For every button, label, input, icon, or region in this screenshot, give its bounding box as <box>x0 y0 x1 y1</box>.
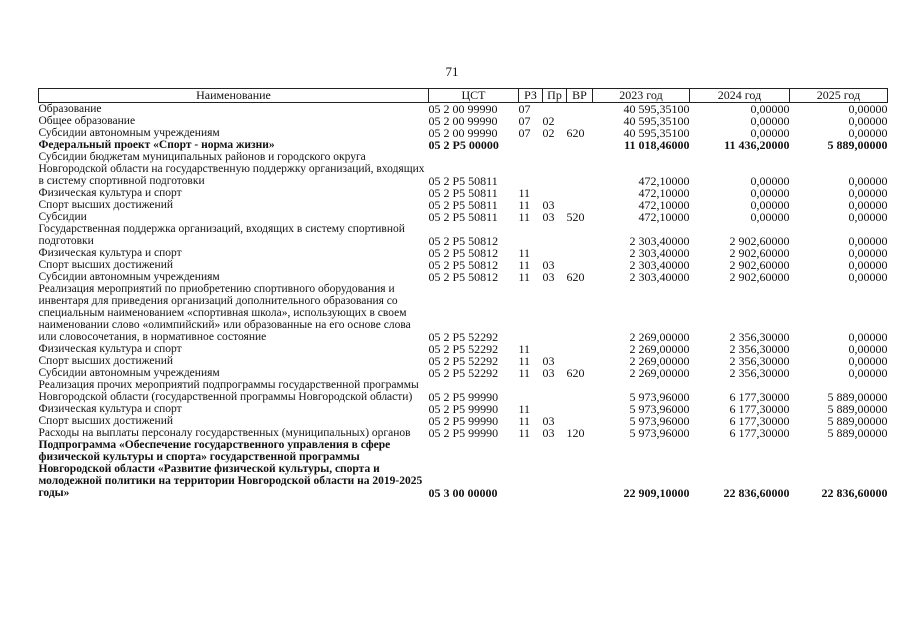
header-cst: ЦСТ <box>429 89 519 103</box>
row-2025: 0,00000 <box>848 342 888 356</box>
row-rz <box>519 223 543 247</box>
row-2024: 2 356,30000 <box>729 366 790 380</box>
row-rz: 11 <box>518 246 531 260</box>
row-name: Спорт высших достижений <box>38 199 174 211</box>
row-2023: 2 303,40000 <box>629 270 690 284</box>
row-rz: 07 <box>518 102 531 116</box>
row-2025: 0,00000 <box>848 330 888 344</box>
table-row <box>39 283 888 343</box>
table-body <box>39 103 888 500</box>
row-name: Расходы на выплаты персоналу государственных (муниципальных) органов <box>38 427 411 439</box>
row-2025: 5 889,00000 <box>827 390 888 404</box>
row-vr: 620 <box>566 366 585 380</box>
row-rz: 11 <box>518 354 531 368</box>
row-vr <box>567 403 593 415</box>
row-2023: 5 973,96000 <box>629 414 690 428</box>
row-2023: 22 909,10000 <box>623 486 690 500</box>
row-2024: 2 902,60000 <box>729 234 790 248</box>
row-rz: 07 <box>518 126 531 140</box>
row-2023: 11 018,46000 <box>624 138 690 152</box>
row-rz <box>519 139 543 151</box>
row-rz: 11 <box>518 402 531 416</box>
row-2023: 2 269,00000 <box>629 354 690 368</box>
table-row <box>39 367 888 379</box>
row-pr: 03 <box>542 198 555 212</box>
row-name: Субсидии автономным учреждениям <box>38 367 220 379</box>
row-vr <box>567 103 593 116</box>
row-name: Спорт высших достижений <box>38 355 174 367</box>
row-name: Федеральный проект «Спорт - норма жизни» <box>38 139 275 151</box>
row-name: Спорт высших достижений <box>38 259 174 271</box>
row-pr: 03 <box>542 210 555 224</box>
row-cst: 05 2 P5 50812 <box>428 246 499 260</box>
header-name: Наименование <box>39 89 429 103</box>
row-2024: 2 356,30000 <box>729 330 790 344</box>
row-name: Субсидии автономным учреждениям <box>38 271 220 283</box>
row-pr: 03 <box>542 426 555 440</box>
table-row <box>39 151 888 187</box>
row-2023: 472,10000 <box>638 198 690 212</box>
header-2024: 2024 год <box>690 89 790 103</box>
row-2024: 0,00000 <box>750 174 790 188</box>
row-name: Субсидии <box>38 211 87 223</box>
row-cst: 05 2 P5 50811 <box>428 186 498 200</box>
row-2024: 22 836,60000 <box>723 486 790 500</box>
row-pr <box>543 139 567 151</box>
row-rz: 11 <box>518 426 531 440</box>
row-2025: 5 889,00000 <box>827 138 888 152</box>
row-cst: 05 2 P5 50811 <box>428 174 498 188</box>
row-vr <box>567 151 593 187</box>
row-cst: 05 2 00 99990 <box>428 114 498 128</box>
row-pr: 03 <box>542 366 555 380</box>
table-row <box>39 223 888 247</box>
row-cst: 05 2 P5 50812 <box>428 234 499 248</box>
row-cst: 05 2 P5 52292 <box>428 330 499 344</box>
row-2023: 2 269,00000 <box>629 330 690 344</box>
row-name: Реализация мероприятий по приобретению спортивного оборудования и инвентаря для приведения организаций дополнительного образования со специальным наименованием «спортивная школа», использующих в своем наименовании слово «олимпийский» или образованные на его основе слова или словосочетания, в нормативное состояние <box>38 283 411 343</box>
row-cst: 05 2 P5 99990 <box>428 402 499 416</box>
row-rz: 07 <box>518 114 531 128</box>
row-rz <box>519 379 543 403</box>
table-row <box>39 379 888 403</box>
row-name: Физическая культура и спорт <box>38 403 182 415</box>
row-2025: 0,00000 <box>848 246 888 260</box>
row-vr <box>567 343 593 355</box>
row-2024: 6 177,30000 <box>729 390 790 404</box>
row-pr: 03 <box>542 354 555 368</box>
row-pr <box>543 151 567 187</box>
row-cst: 05 2 P5 99990 <box>428 390 499 404</box>
row-rz: 11 <box>518 414 531 428</box>
row-cst: 05 2 00 99990 <box>428 126 498 140</box>
row-2023: 2 303,40000 <box>629 234 690 248</box>
row-name: Физическая культура и спорт <box>38 187 182 199</box>
row-cst: 05 2 P5 50811 <box>428 210 498 224</box>
row-2025: 0,00000 <box>848 258 888 272</box>
row-rz: 11 <box>518 258 531 272</box>
table-row <box>39 211 888 223</box>
row-2025: 0,00000 <box>848 234 888 248</box>
row-name: Субсидии бюджетам муниципальных районов и городского округа Новгородской области на государственную поддержку организаций, входящих в систему спортивной подготовки <box>38 151 425 187</box>
row-cst: 05 2 P5 52292 <box>428 366 499 380</box>
row-rz: 11 <box>518 270 531 284</box>
row-name: Государственная поддержка организаций, входящих в систему спортивной подготовки <box>38 223 405 247</box>
row-2025: 0,00000 <box>848 174 888 188</box>
row-vr <box>567 223 593 247</box>
row-vr: 620 <box>566 270 585 284</box>
row-pr: 03 <box>542 270 555 284</box>
row-2023: 40 595,35100 <box>623 102 690 116</box>
header-2023: 2023 год <box>593 89 690 103</box>
row-pr: 02 <box>542 126 555 140</box>
row-2025: 0,00000 <box>848 198 888 212</box>
header-pr: Пр <box>543 89 567 103</box>
row-2025: 0,00000 <box>848 186 888 200</box>
row-rz <box>519 283 543 343</box>
row-vr: 520 <box>566 210 585 224</box>
row-cst: 05 2 P5 99990 <box>428 426 499 440</box>
row-2025: 5 889,00000 <box>827 426 888 440</box>
row-pr: 03 <box>542 258 555 272</box>
row-name: Подпрограмма «Обеспечение государственного управления в сфере физической культуры и спорта» государственной программы Новгородской области «Развитие физической культуры, спорта и молодежной политики на территории Новгородской области на 2019-2025 годы» <box>38 439 423 499</box>
row-2025: 0,00000 <box>848 126 888 140</box>
row-2025: 0,00000 <box>848 270 888 284</box>
row-2025: 0,00000 <box>848 102 888 116</box>
row-2024: 0,00000 <box>750 114 790 128</box>
row-rz: 11 <box>518 186 531 200</box>
row-2023: 472,10000 <box>638 186 690 200</box>
row-name: Физическая культура и спорт <box>38 343 182 355</box>
row-vr <box>567 439 593 499</box>
row-2024: 0,00000 <box>750 198 790 212</box>
row-2024: 2 356,30000 <box>729 354 790 368</box>
row-2025: 5 889,00000 <box>827 402 888 416</box>
row-pr <box>543 223 567 247</box>
table-row <box>39 139 888 151</box>
row-2025: 0,00000 <box>848 114 888 128</box>
row-2024: 0,00000 <box>750 210 790 224</box>
table-header <box>39 89 888 103</box>
row-vr <box>567 283 593 343</box>
row-rz: 11 <box>518 366 531 380</box>
row-2023: 5 973,96000 <box>629 426 690 440</box>
row-2023: 40 595,35100 <box>623 126 690 140</box>
row-2024: 6 177,30000 <box>729 402 790 416</box>
row-vr: 620 <box>566 126 585 140</box>
row-2024: 0,00000 <box>750 126 790 140</box>
row-cst: 05 2 P5 50812 <box>428 258 499 272</box>
header-2025: 2025 год <box>790 89 888 103</box>
row-2024: 6 177,30000 <box>729 426 790 440</box>
row-rz <box>519 151 543 187</box>
row-2025: 22 836,60000 <box>821 486 888 500</box>
row-cst: 05 2 P5 50812 <box>428 270 499 284</box>
row-pr <box>543 379 567 403</box>
row-2023: 472,10000 <box>638 210 690 224</box>
row-vr <box>567 139 593 151</box>
row-vr <box>567 187 593 199</box>
row-vr <box>567 247 593 259</box>
row-name: Образование <box>38 103 102 115</box>
row-vr: 120 <box>566 426 585 440</box>
row-2025: 5 889,00000 <box>827 414 888 428</box>
row-2024: 2 902,60000 <box>729 258 790 272</box>
row-pr <box>543 283 567 343</box>
row-cst: 05 2 P5 99990 <box>428 414 499 428</box>
row-2024: 0,00000 <box>750 102 790 116</box>
row-2023: 2 303,40000 <box>629 246 690 260</box>
row-cst: 05 3 00 00000 <box>428 486 498 500</box>
row-2023: 2 303,40000 <box>629 258 690 272</box>
row-rz <box>519 439 543 499</box>
table-row <box>39 271 888 283</box>
row-rz: 11 <box>518 342 531 356</box>
row-cst: 05 2 P5 00000 <box>428 138 499 152</box>
row-2023: 2 269,00000 <box>629 342 690 356</box>
row-rz: 11 <box>518 198 531 212</box>
row-2023: 472,10000 <box>638 174 690 188</box>
row-rz: 11 <box>518 210 531 224</box>
row-2023: 5 973,96000 <box>629 390 690 404</box>
row-2023: 2 269,00000 <box>629 366 690 380</box>
row-2025: 0,00000 <box>848 366 888 380</box>
row-cst: 05 2 00 99990 <box>428 102 498 116</box>
row-name: Спорт высших достижений <box>38 415 174 427</box>
row-cst: 05 2 P5 52292 <box>428 342 499 356</box>
header-vr: ВР <box>567 89 593 103</box>
row-pr <box>543 439 567 499</box>
row-name: Общее образование <box>38 115 136 127</box>
row-2024: 11 436,20000 <box>724 138 790 152</box>
table-row <box>39 427 888 439</box>
row-2024: 6 177,30000 <box>729 414 790 428</box>
row-cst: 05 2 P5 52292 <box>428 354 499 368</box>
row-2024: 2 356,30000 <box>729 342 790 356</box>
row-2023: 40 595,35100 <box>623 114 690 128</box>
budget-table <box>38 88 888 499</box>
row-2024: 0,00000 <box>750 186 790 200</box>
row-2025: 0,00000 <box>848 210 888 224</box>
row-name: Физическая культура и спорт <box>38 247 182 259</box>
row-pr: 03 <box>542 414 555 428</box>
table-row <box>39 439 888 499</box>
row-vr <box>567 379 593 403</box>
row-2025: 0,00000 <box>848 354 888 368</box>
row-name: Субсидии автономным учреждениям <box>38 127 220 139</box>
row-name: Реализация прочих мероприятий подпрограммы государственной программы Новгородской области (государственной программы Новгородской области) <box>38 379 419 403</box>
header-rz: РЗ <box>519 89 543 103</box>
row-2023: 5 973,96000 <box>629 402 690 416</box>
page-number: 71 <box>445 64 459 79</box>
row-pr: 02 <box>542 114 555 128</box>
row-2024: 2 902,60000 <box>729 270 790 284</box>
row-cst: 05 2 P5 50811 <box>428 198 498 212</box>
row-2024: 2 902,60000 <box>729 246 790 260</box>
